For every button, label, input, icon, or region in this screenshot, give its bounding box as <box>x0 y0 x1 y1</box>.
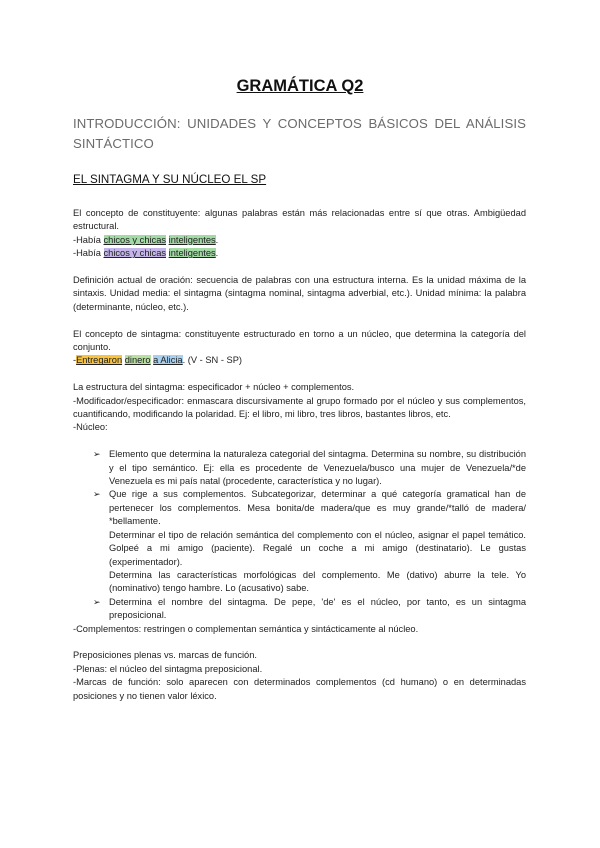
example-prefix: -Había <box>73 234 104 245</box>
paragraph-constituent <box>73 207 526 261</box>
highlight-green: chicos y chicas <box>103 234 167 245</box>
nucleo-line: -Núcleo: <box>73 422 108 433</box>
estructura-intro: La estructura del sintagma: especificador + núcleo + complementos. <box>73 382 355 393</box>
preposiciones-line-3: -Marcas de función: solo aparecen con determinados complementos (cd humano) o en determinadas posiciones y no tienen valor léxico. <box>73 677 526 701</box>
list-item <box>93 488 526 595</box>
paragraph-oracion: Definición actual de oración: secuencia de palabras con una estructura interna. Es la unidad máxima de la sintaxis. Unidad media: el sintagma (sintagma nominal, sintagma adverbial, etc.). Unidad mínima: la palabra (determinante, núcleo, etc.). <box>73 275 526 312</box>
highlight-yellow: Entregaron <box>76 355 123 366</box>
example-line-1 <box>73 234 526 247</box>
preposiciones-line-2: -Plenas: el núcleo del sintagma preposicional. <box>73 663 263 674</box>
complementos-line: -Complementos: restringen o complementan semántica y sintácticamente al núcleo. <box>73 623 419 634</box>
document-title: GRAMÁTICA Q2 <box>236 77 364 95</box>
highlight-green-2: inteligentes <box>168 234 216 245</box>
arrow-bullet-icon: ➢ <box>93 449 101 460</box>
list-item-extra-2: Determina las características morfológicas del complemento. Me (dativo) aburre la tele. Yo (nominativo) tengo hambre. Lo (acusativo) sabe. <box>109 569 526 594</box>
arrow-bullet-icon: ➢ <box>93 489 101 500</box>
document-subtitle: INTRODUCCIÓN: UNIDADES Y CONCEPTOS BÁSICOS DEL ANÁLISIS SINTÁCTICO <box>73 116 526 151</box>
highlight-blue: a Alicia <box>153 355 183 366</box>
example-suffix: . <box>215 234 219 245</box>
sintagma-definition: El concepto de sintagma: constituyente estructurado en torno a un núcleo, que determina la categoría del conjunto. <box>73 328 526 353</box>
modificador-line: -Modificador/especificador: enmascara discursivamente al grupo formado por el núcleo y sus complementos, cuantificando, modificando la polaridad. Ej: el libro, mi libro, tres libros, bastantes libros, etc. <box>73 395 526 420</box>
paragraph-estructura <box>73 381 526 435</box>
highlight-purple: chicos y chicas <box>103 248 167 259</box>
list-item-extra: Determinar el tipo de relación semántica del complemento con el núcleo, asignar el papel temático. Golpeé a mi amigo (paciente). Regalé un coche a mi amigo (destinatario). Le gustas (experimentador). <box>109 529 526 567</box>
list-item <box>93 448 526 488</box>
section-heading: EL SINTAGMA Y SU NÚCLEO EL SP <box>73 173 267 186</box>
nucleo-list <box>73 448 526 622</box>
list-item <box>93 596 526 623</box>
paragraph-sintagma <box>73 328 526 368</box>
arrow-bullet-icon: ➢ <box>93 596 101 607</box>
list-item-text: Determina el nombre del sintagma. De pepe, 'de' es el núcleo, por tanto, es un sintagma preposicional. <box>109 596 526 621</box>
highlight-green-4: dinero <box>124 355 151 366</box>
paragraph-preposiciones <box>73 649 526 703</box>
preposiciones-line-1: Preposiciones plenas vs. marcas de función. <box>73 650 257 661</box>
example-line-2 <box>73 247 526 260</box>
example-suffix: . <box>215 248 219 259</box>
constituent-definition: El concepto de constituyente: algunas palabras están más relacionadas entre sí que otras. Ambigüedad estructural. <box>73 208 526 232</box>
example-prefix: -Había <box>73 248 104 259</box>
example-suffix: . (V - SN - SP) <box>182 355 243 366</box>
highlight-green-3: inteligentes <box>168 248 216 259</box>
sintagma-example <box>73 354 526 367</box>
list-item-text: Elemento que determina la naturaleza categorial del sintagma. Determina su nombre, su distribución y el tipo semántico. Ej: ella es procedente de Venezuela/busco una mujer de Venezuela/*de Venezuela es mi país natal (procedente, característica y no lugar). <box>109 449 526 487</box>
list-item-text: Que rige a sus complementos. Subcategorizar, determinar a qué categoría gramatical han de pertenecer los complementos. Mesa bonita/de madera/que es muy grande/*talló de madera/ *bellamente. <box>109 489 526 527</box>
example-prefix: - <box>73 355 77 366</box>
document-body <box>73 207 526 716</box>
